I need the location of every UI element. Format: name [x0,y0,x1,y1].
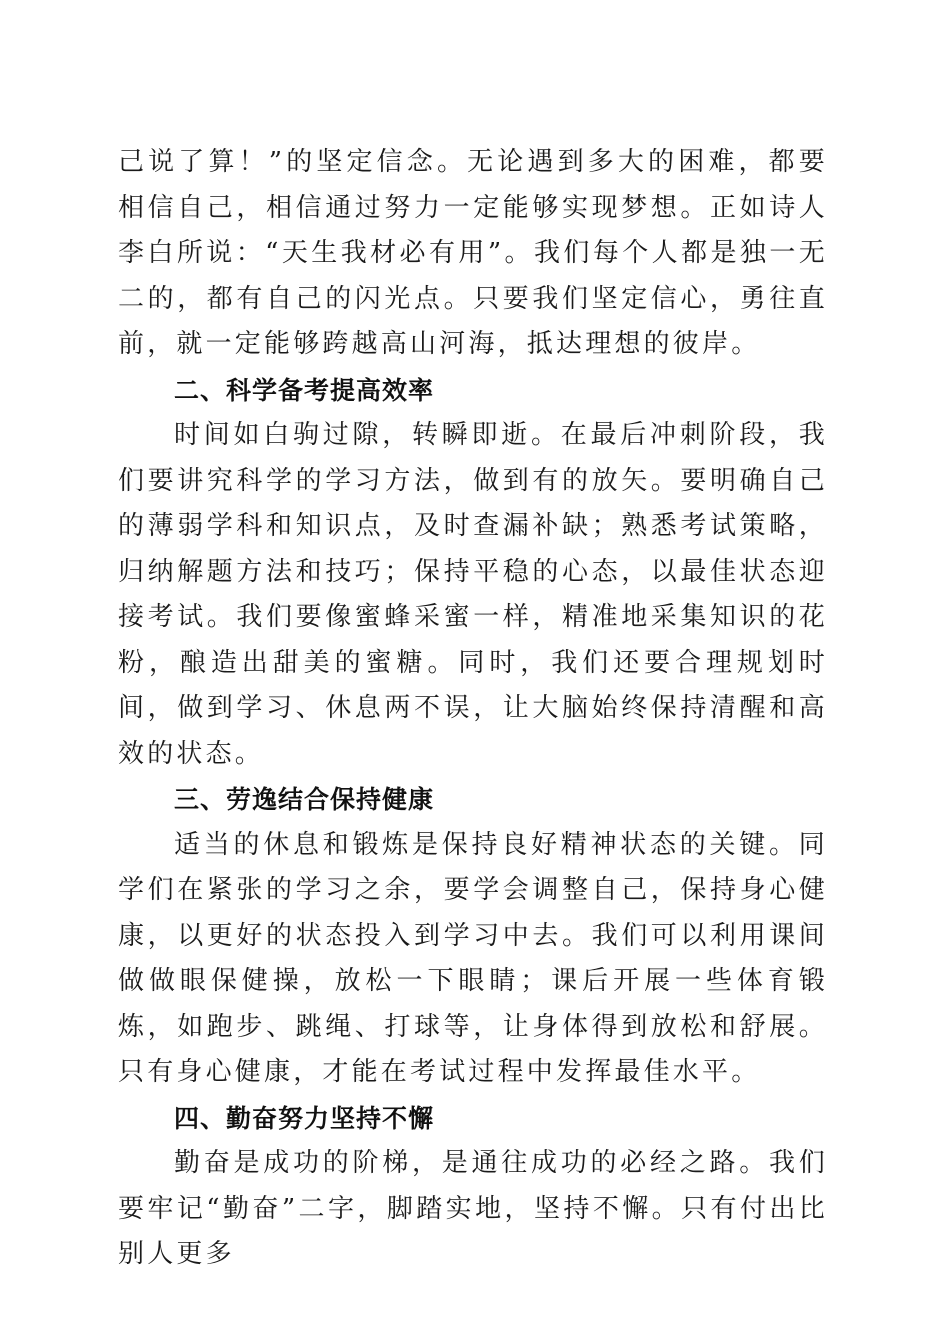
heading-rest-and-health: 三、劳逸结合保持健康 [174,785,435,814]
heading-diligence: 四、勤奋努力坚持不懈 [174,1103,435,1133]
paragraph-rest-and-health: 适当的休息和锻炼是保持良好精神状态的关键。同学们在紧张的学习之余，要学会调整自己，保持身心健康，以更好的状态投入到学习中去。我们可以利用课间做做眼保健操，放松一下眼睛；课后开展一些体育锻炼，如跑步、跳绳、打球等，让身体得到放松和舒展。只有身心健康，才能在考试过程中发挥最佳水平。 [118,829,828,1087]
heading-scientific-preparation: 二、科学备考提高效率 [174,375,435,405]
paragraph-confidence-continued: 己说了算！”的坚定信念。无论遇到多大的困难，都要相信自己，相信通过努力一定能够实现梦想。正如诗人李白所说：“天生我材必有用”。我们每个人都是独一无二的，都有自己的闪光点。只要我们坚定信心，勇往直前，就一定能够跨越高山河海，抵达理想的彼岸。 [118,147,828,359]
document-body [118,140,828,1278]
paragraph-diligence: 勤奋是成功的阶梯，是通往成功的必经之路。我们要牢记“勤奋”二字，脚踏实地，坚持不懈。只有付出比别人更多 [118,1148,828,1269]
paragraph-scientific-preparation: 时间如白驹过隙，转瞬即逝。在最后冲刺阶段，我们要讲究科学的学习方法，做到有的放矢。要明确自己的薄弱学科和知识点，及时查漏补缺；熟悉考试策略，归纳解题方法和技巧；保持平稳的心态，以最佳状态迎接考试。我们要像蜜蜂采蜜一样，精准地采集知识的花粉，酿造出甜美的蜜糖。同时，我们还要合理规划时间，做到学习、休息两不误，让大脑始终保持清醒和高效的状态。 [118,420,828,769]
